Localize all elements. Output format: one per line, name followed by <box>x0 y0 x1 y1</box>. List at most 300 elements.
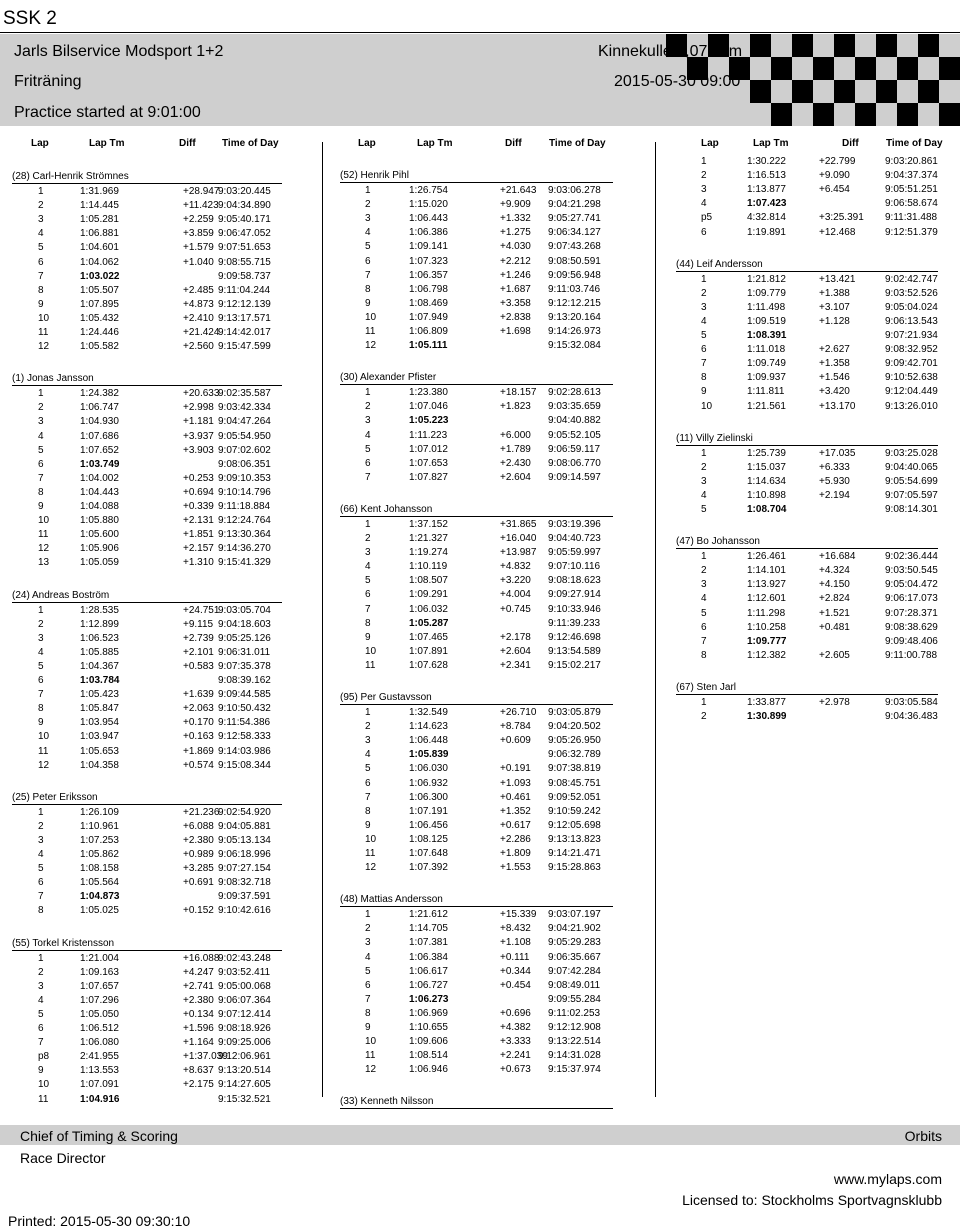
lap-diff: +0.989 <box>183 849 214 860</box>
lap-diff: +2.605 <box>819 649 850 661</box>
lap-row <box>0 619 322 633</box>
lap-laptm: 1:21.612 <box>409 909 448 921</box>
lap-lap: 2 <box>701 287 707 299</box>
lap-tod: 9:09:44.585 <box>218 689 271 701</box>
driver-divider <box>12 804 282 805</box>
title-divider <box>0 32 960 33</box>
lap-laptm: 1:05.423 <box>80 689 119 701</box>
lap-tod: 9:12:12.908 <box>548 1022 601 1033</box>
lap-row <box>656 156 960 170</box>
lap-laptm: 1:06.969 <box>409 1007 448 1019</box>
lap-diff: +0.170 <box>183 717 214 729</box>
driver-divider <box>340 704 613 705</box>
lap-diff: +9.115 <box>183 618 214 630</box>
driver-name: (52) Henrik Pihl <box>340 170 409 181</box>
lap-tod: 9:14:36.270 <box>218 543 271 555</box>
driver-divider <box>340 1108 613 1109</box>
lap-row <box>656 358 960 372</box>
lap-row <box>0 835 322 849</box>
lap-lap: 3 <box>38 632 44 644</box>
lap-diff: +3.358 <box>500 297 531 309</box>
lap-laptm: 1:08.125 <box>409 833 448 845</box>
lap-row <box>0 995 322 1009</box>
lap-row <box>0 760 322 774</box>
lap-row <box>323 1022 656 1036</box>
lap-laptm: 1:11.018 <box>747 344 786 356</box>
lap-lap: 9 <box>38 298 44 310</box>
lap-lap: 8 <box>365 283 371 295</box>
checker-square <box>792 80 813 103</box>
lap-row <box>0 186 322 200</box>
lap-diff: +18.157 <box>500 387 537 399</box>
lap-diff: +2.157 <box>183 543 214 555</box>
lap-diff: +0.253 <box>183 472 214 484</box>
lap-tod: 9:03:42.334 <box>218 402 271 414</box>
lap-diff: +1.128 <box>819 315 850 327</box>
lap-lap: 7 <box>365 269 371 281</box>
lap-laptm: 1:30.899 <box>747 711 787 722</box>
lap-diff: +1.275 <box>500 227 531 239</box>
lap-diff: +0.673 <box>500 1064 531 1076</box>
lap-diff: +13.987 <box>500 547 537 559</box>
lap-tod: 9:11:18.884 <box>218 501 271 512</box>
lap-lap: 10 <box>365 311 377 323</box>
lap-laptm: 2:41.955 <box>80 1051 119 1063</box>
lap-row <box>0 661 322 675</box>
lap-diff: +13.421 <box>819 273 856 285</box>
lap-row <box>323 1036 656 1050</box>
lap-lap: 7 <box>701 358 707 370</box>
lap-tod: 9:03:19.396 <box>548 518 601 530</box>
lap-lap: 5 <box>38 242 44 254</box>
lap-diff: +1.869 <box>183 745 214 757</box>
lap-laptm: 1:16.513 <box>747 170 786 182</box>
lap-diff: +1.579 <box>183 242 214 254</box>
lap-tod: 9:09:58.737 <box>218 270 271 282</box>
lap-lap: 1 <box>701 551 707 563</box>
race-director: Race Director <box>20 1150 106 1166</box>
lap-laptm: 1:04.002 <box>80 472 119 484</box>
lap-row <box>0 905 322 919</box>
lap-laptm: 1:05.847 <box>80 703 119 715</box>
lap-row <box>323 994 656 1008</box>
lap-tod: 9:11:02.253 <box>548 1007 601 1019</box>
lap-row <box>0 1079 322 1093</box>
lap-tod: 9:05:54.699 <box>885 475 938 487</box>
lap-lap: 6 <box>365 457 371 469</box>
checker-square <box>897 57 918 80</box>
lap-row <box>0 731 322 745</box>
driver-name: (44) Leif Andersson <box>676 258 763 270</box>
lap-tod: 9:11:39.233 <box>548 617 601 629</box>
lap-tod: 9:02:42.747 <box>885 273 938 285</box>
lap-laptm: 1:30.222 <box>747 156 786 167</box>
lap-lap: 10 <box>38 515 50 527</box>
lap-lap: 7 <box>38 891 44 903</box>
lap-laptm: 1:06.798 <box>409 283 448 295</box>
lap-lap: 1 <box>38 186 44 197</box>
column-header-lap: Lap <box>358 138 376 149</box>
lap-row <box>0 501 322 515</box>
lap-tod: 9:05:13.134 <box>218 834 271 846</box>
checker-square <box>771 57 792 80</box>
lap-lap: 5 <box>365 443 371 455</box>
lap-tod: 9:08:49.011 <box>548 979 601 991</box>
lap-diff: +1.093 <box>500 777 531 789</box>
lap-lap: 7 <box>365 791 371 803</box>
lap-diff: +22.799 <box>819 156 856 167</box>
lap-row <box>323 533 656 547</box>
lap-lap: 8 <box>701 372 707 384</box>
lap-laptm: 1:21.561 <box>747 400 786 412</box>
lap-laptm: 1:05.880 <box>80 515 119 527</box>
website-link[interactable]: www.mylaps.com <box>833 1171 942 1187</box>
lap-lap: 3 <box>701 301 707 313</box>
lap-diff: +11.423 <box>183 200 219 212</box>
lap-row <box>656 593 960 607</box>
lap-row <box>0 746 322 760</box>
lap-diff: +0.574 <box>183 759 214 771</box>
checker-square <box>918 34 939 57</box>
lap-diff: +6.454 <box>819 184 850 196</box>
lap-tod: 9:04:36.483 <box>885 711 938 722</box>
lap-row <box>656 608 960 622</box>
lap-lap: 10 <box>365 833 377 845</box>
lap-diff: +6.000 <box>500 429 531 441</box>
lap-row <box>656 372 960 386</box>
lap-diff: +28.947 <box>183 186 220 197</box>
lap-row <box>656 316 960 330</box>
lap-lap: 1 <box>38 952 44 964</box>
lap-row <box>323 707 656 721</box>
lap-laptm: 1:07.827 <box>409 471 448 483</box>
lap-lap: 2 <box>38 618 44 630</box>
lap-diff: +1.358 <box>819 358 850 370</box>
driver-divider <box>340 384 613 385</box>
lap-diff: +6.088 <box>183 820 214 832</box>
checker-square <box>855 57 876 80</box>
lap-diff: +13.170 <box>819 400 856 412</box>
lap-tod: 9:15:41.329 <box>218 557 271 569</box>
lap-laptm: 1:37.152 <box>409 518 448 530</box>
lap-tod: 9:04:21.298 <box>548 199 601 211</box>
lap-row <box>0 257 322 271</box>
lap-tod: 9:10:14.796 <box>218 486 271 498</box>
lap-laptm: 1:14.705 <box>409 923 448 935</box>
lap-tod: 9:14:26.973 <box>548 326 601 337</box>
lap-lap: 4 <box>38 994 44 1006</box>
lap-lap: 3 <box>701 184 707 196</box>
lap-laptm: 1:09.291 <box>409 589 448 601</box>
lap-laptm: 1:07.686 <box>80 430 119 442</box>
lap-tod: 9:05:59.997 <box>548 547 601 559</box>
lap-laptm: 1:03.749 <box>80 458 120 470</box>
results-column-1 <box>0 126 322 1105</box>
lap-laptm: 1:21.004 <box>80 952 119 964</box>
lap-row <box>323 618 656 632</box>
licensed-to: Licensed to: Stockholms Sportvagnsklubb <box>682 1192 942 1208</box>
checker-square <box>750 34 771 57</box>
lap-diff: +24.751 <box>183 604 220 616</box>
lap-tod: 9:12:06.961 <box>218 1051 271 1063</box>
lap-laptm: 1:26.461 <box>747 551 786 563</box>
lap-lap: 12 <box>365 340 377 352</box>
lap-lap: 5 <box>701 607 707 619</box>
lap-tod: 9:10:52.638 <box>885 372 938 384</box>
lap-diff: +0.583 <box>183 660 214 672</box>
lap-row <box>0 1065 322 1079</box>
lap-laptm: 1:32.549 <box>409 707 448 718</box>
lap-diff: +3.859 <box>183 228 214 240</box>
lap-lap: 5 <box>365 763 371 775</box>
lap-diff: +0.152 <box>183 905 214 917</box>
column-header-tod: Time of Day <box>222 138 279 149</box>
lap-tod: 9:15:47.599 <box>218 341 271 353</box>
lap-diff: +0.691 <box>183 877 214 889</box>
lap-laptm: 1:05.839 <box>409 749 449 761</box>
lap-tod: 9:11:54.386 <box>218 717 271 729</box>
lap-laptm: 1:07.191 <box>409 805 448 817</box>
column-header-diff: Diff <box>505 138 522 149</box>
lap-row <box>0 849 322 863</box>
lap-lap: 5 <box>365 575 371 587</box>
lap-diff: +0.617 <box>500 819 531 831</box>
lap-tod: 9:15:32.521 <box>218 1093 271 1105</box>
lap-row <box>0 807 322 821</box>
lap-lap: 8 <box>38 486 44 498</box>
lap-tod: 9:04:40.065 <box>885 461 938 473</box>
lap-diff: +0.461 <box>500 791 531 803</box>
lap-row <box>0 388 322 402</box>
lap-row <box>656 579 960 593</box>
lap-laptm: 1:06.357 <box>409 269 448 281</box>
lap-tod: 9:08:18.623 <box>548 575 601 587</box>
lap-row <box>323 721 656 735</box>
lap-diff: +2.978 <box>819 696 850 708</box>
lap-lap: 3 <box>365 937 371 949</box>
lap-laptm: 1:13.877 <box>747 184 786 196</box>
lap-laptm: 1:11.298 <box>747 607 786 619</box>
lap-row <box>656 504 960 518</box>
lap-diff: +0.163 <box>183 731 214 743</box>
lap-diff: +16.088 <box>183 952 220 964</box>
lap-tod: 9:03:20.445 <box>218 186 271 197</box>
lap-laptm: 1:13.927 <box>747 579 786 591</box>
lap-tod: 9:13:20.164 <box>548 311 601 323</box>
lap-laptm: 1:07.381 <box>409 937 448 949</box>
lap-laptm: 1:04.601 <box>80 242 119 254</box>
checker-square <box>855 103 876 126</box>
checker-square <box>834 34 855 57</box>
lap-laptm: 1:06.932 <box>409 777 448 789</box>
lap-lap: 7 <box>38 472 44 484</box>
lap-lap: 9 <box>38 717 44 729</box>
lap-diff: +0.454 <box>500 979 531 991</box>
lap-row <box>0 967 322 981</box>
lap-lap: 9 <box>365 1022 371 1033</box>
lap-lap: 3 <box>38 834 44 846</box>
lap-laptm: 1:07.465 <box>409 631 448 643</box>
lap-laptm: 1:15.037 <box>747 461 786 473</box>
lap-lap: 2 <box>701 170 707 182</box>
lap-lap: p5 <box>701 212 713 224</box>
lap-row <box>323 806 656 820</box>
lap-row <box>323 909 656 923</box>
driver-name: (66) Kent Johansson <box>340 503 433 515</box>
lap-row <box>323 256 656 270</box>
lap-tod: 9:13:26.010 <box>885 400 938 412</box>
lap-diff: +2.627 <box>819 344 850 356</box>
lap-row <box>323 213 656 227</box>
lap-lap: 4 <box>365 561 371 573</box>
lap-laptm: 1:10.655 <box>409 1022 448 1033</box>
checker-square <box>750 80 771 103</box>
lap-row <box>0 1009 322 1023</box>
lap-row <box>0 285 322 299</box>
results-column-3 <box>656 126 960 1096</box>
lap-row <box>0 313 322 327</box>
lap-diff: +2.131 <box>183 515 214 527</box>
lap-tod: 9:12:04.449 <box>885 386 938 398</box>
lap-lap: 13 <box>38 557 50 569</box>
column-header-diff: Diff <box>179 138 196 149</box>
lap-diff: +16.684 <box>819 551 856 563</box>
driver-name: (28) Carl-Henrik Strömnes <box>12 171 129 182</box>
lap-lap: 6 <box>365 777 371 789</box>
lap-tod: 9:08:32.718 <box>218 877 271 889</box>
lap-tod: 9:04:40.882 <box>548 415 601 427</box>
lap-row <box>656 330 960 344</box>
lap-laptm: 1:09.777 <box>747 635 787 647</box>
column-header-tod: Time of Day <box>549 138 606 149</box>
lap-tod: 9:08:18.926 <box>218 1023 271 1034</box>
lap-diff: +1.040 <box>183 256 214 268</box>
lap-tod: 9:06:35.667 <box>548 951 601 963</box>
lap-laptm: 1:07.891 <box>409 645 448 657</box>
checker-square <box>939 57 960 80</box>
lap-tod: 9:10:50.432 <box>218 703 271 715</box>
lap-row <box>656 184 960 198</box>
lap-tod: 9:06:13.543 <box>885 315 938 327</box>
lap-tod: 9:09:56.948 <box>548 269 601 281</box>
lap-lap: 9 <box>38 501 44 512</box>
chief-of-timing: Chief of Timing & Scoring <box>20 1128 178 1144</box>
lap-tod: 9:03:35.659 <box>548 401 601 413</box>
lap-tod: 9:11:00.788 <box>885 649 938 661</box>
lap-tod: 9:10:42.616 <box>218 905 271 917</box>
lap-row <box>323 834 656 848</box>
lap-lap: 5 <box>365 965 371 977</box>
column-header-lap: Lap <box>701 138 719 149</box>
lap-tod: 9:12:46.698 <box>548 631 601 643</box>
lap-lap: 12 <box>38 759 50 771</box>
orbits-label: Orbits <box>904 1128 942 1144</box>
lap-row <box>323 227 656 241</box>
lap-tod: 9:06:18.996 <box>218 849 271 860</box>
lap-laptm: 1:21.812 <box>747 273 786 285</box>
lap-tod: 9:06:59.117 <box>548 443 601 455</box>
lap-laptm: 1:06.946 <box>409 1064 448 1076</box>
lap-tod: 9:12:05.698 <box>548 819 601 831</box>
lap-lap: 11 <box>38 327 49 338</box>
lap-row <box>656 622 960 636</box>
lap-lap: 2 <box>365 721 371 733</box>
lap-row <box>0 200 322 214</box>
lap-diff: +4.382 <box>500 1022 531 1033</box>
lap-diff: +1.181 <box>183 416 214 428</box>
lap-row <box>656 448 960 462</box>
lap-lap: 4 <box>701 315 707 327</box>
lap-row <box>656 697 960 711</box>
lap-diff: +1.687 <box>500 283 531 295</box>
lap-diff: +4.873 <box>183 298 214 310</box>
lap-row <box>0 1094 322 1108</box>
lap-diff: +3.220 <box>500 575 531 587</box>
driver-divider <box>676 271 938 272</box>
lap-diff: +2.560 <box>183 341 214 353</box>
lap-lap: 1 <box>365 518 371 530</box>
lap-lap: 4 <box>38 849 44 860</box>
lap-tod: 9:04:05.881 <box>218 820 271 832</box>
lap-diff: +5.930 <box>819 475 850 487</box>
driver-divider <box>676 445 938 446</box>
lap-lap: 6 <box>38 1023 44 1034</box>
lap-diff: +0.481 <box>819 621 850 633</box>
lap-diff: +2.212 <box>500 255 531 267</box>
lap-diff: +16.040 <box>500 533 537 544</box>
column-header-tod: Time of Day <box>886 138 943 149</box>
lap-laptm: 1:12.899 <box>80 618 119 630</box>
lap-diff: +20.633 <box>183 388 220 400</box>
lap-lap: 10 <box>365 645 377 657</box>
lap-laptm: 1:04.916 <box>80 1093 120 1105</box>
lap-row <box>0 1023 322 1037</box>
lap-row <box>323 923 656 937</box>
lap-lap: 12 <box>365 1064 377 1076</box>
lap-laptm: 1:07.949 <box>409 311 448 323</box>
lap-lap: 5 <box>38 863 44 875</box>
lap-laptm: 1:11.223 <box>409 429 448 441</box>
lap-lap: 8 <box>38 905 44 917</box>
lap-tod: 9:15:37.974 <box>548 1064 601 1076</box>
lap-lap: 5 <box>365 241 371 253</box>
lap-row <box>0 459 322 473</box>
lap-tod: 9:05:00.068 <box>218 980 271 992</box>
lap-tod: 9:14:03.986 <box>218 745 271 757</box>
lap-laptm: 1:26.109 <box>80 806 119 818</box>
lap-tod: 9:12:51.379 <box>885 226 938 238</box>
lap-laptm: 1:06.523 <box>80 632 119 644</box>
session-start: Practice started at 9:01:00 <box>14 104 201 121</box>
lap-row <box>323 444 656 458</box>
lap-diff: +2.410 <box>183 312 214 324</box>
lap-row <box>656 401 960 415</box>
lap-tod: 9:14:31.028 <box>548 1050 601 1062</box>
lap-laptm: 1:06.030 <box>409 763 448 775</box>
lap-tod: 9:04:20.502 <box>548 721 601 733</box>
lap-lap: 1 <box>701 156 707 167</box>
lap-diff: +1.388 <box>819 287 850 299</box>
lap-diff: +3.420 <box>819 386 850 398</box>
lap-row <box>0 299 322 313</box>
lap-row <box>323 980 656 994</box>
lap-tod: 9:07:21.934 <box>885 330 938 341</box>
lap-row <box>0 1051 322 1065</box>
lap-tod: 9:08:39.162 <box>218 675 271 686</box>
lap-laptm: 1:24.382 <box>80 388 119 400</box>
lap-row <box>0 557 322 571</box>
lap-lap: 2 <box>38 820 44 832</box>
